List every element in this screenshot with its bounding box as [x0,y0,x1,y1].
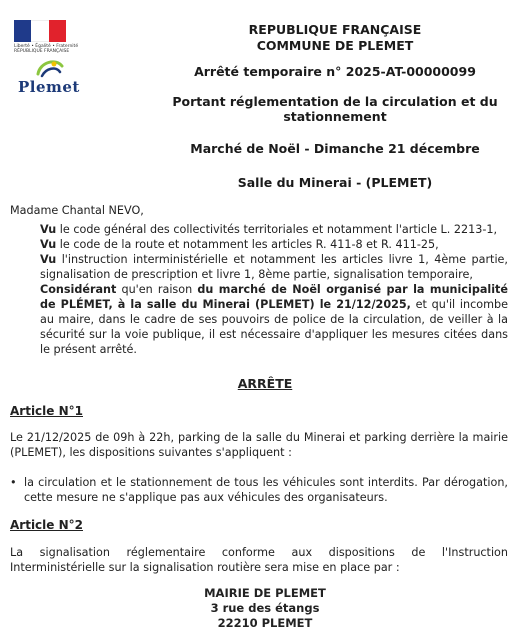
vu-line-1: Vu le code général des collectivités territoriales et notamment l'article L. 2213-1, [40,223,498,236]
arrete-heading: ARRÊTE [237,376,293,391]
header-commune: COMMUNE DE PLEMET [256,38,414,53]
address-line-1: MAIRIE DE PLEMET [204,586,326,600]
vu-line-3: Vu l'instruction interministérielle et notamment les articles livre 1, 4ème partie, signalisation de prescription et livre 1, 8ème partie, signalisation temporaire, [40,253,508,281]
event-place: Salle du Minerai - (PLEMET) [237,175,433,190]
considerant-label: Considérant [40,283,117,296]
vu-label: Vu [40,223,57,236]
article-1-text: Le 21/12/2025 de 09h à 22h, parking de la salle du Minerai et parking derrière la mairie (PLEMET), les dispositions suivantes s'appliquent : [10,431,508,459]
plemet-commune-logo [16,56,78,98]
address-line-3: 22210 PLEMET [217,616,313,630]
republique-motto: Liberté • Égalité • Fraternité [14,44,79,49]
address-line-2: 3 rue des étangs [210,601,320,615]
salutation: Madame Chantal NEVO, [10,204,144,217]
event-title: Marché de Noël - Dimanche 21 décembre [190,141,480,156]
vu-label: Vu [40,253,57,266]
considerant-paragraph: Considérant qu'en raison du marché de Noël organisé par la municipalité de PLÉMET, à la salle du Minerai (PLEMET) le 21/12/2025, et qu'il incombe au maire, dans le cadre de ses pouvoirs de police de la circulation, de veiller à la sécurité sur la voie publique, il est nécessaire d'appliquer les mesures citées dans le présent arrêté. [40,283,508,356]
article-1-title: Article N°1 [10,404,83,418]
header-republique: REPUBLIQUE FRANÇAISE [248,22,422,37]
french-flag-icon [14,20,66,42]
republique-francaise-logo [14,20,79,54]
republique-logo-name: RÉPUBLIQUE FRANÇAISE [14,49,70,54]
article-1-bullet-item: • la circulation et le stationnement de tous les véhicules sont interdits. Par dérogation, cette mesure ne s'applique pas aux véhicules des organisateurs. [10,476,508,504]
considerant-event: du marché de Noël organisé par la municipalité de PLÉMET, à la salle du Minerai (PLEMET) le 21/12/2025, [40,283,508,311]
article-2-text: La signalisation réglementaire conforme aux dispositions de l'Instruction Interministérielle sur la signalisation routière sera mise en place par : [10,546,508,574]
vu-line-2: Vu le code de la route et notamment les articles R. 411-8 et R. 411-25, [40,238,439,251]
article-2-title: Article N°2 [10,518,83,532]
subject-line-2: stationnement [283,109,387,124]
plemet-logo-text: Plemet [18,78,80,96]
vu-label: Vu [40,238,57,251]
bullet-icon: • [10,476,17,489]
subject-line-1: Portant réglementation de la circulation et du [172,94,498,109]
arrete-number: Arrêté temporaire n° 2025-AT-00000099 [194,64,476,79]
considerations-block [40,222,508,357]
